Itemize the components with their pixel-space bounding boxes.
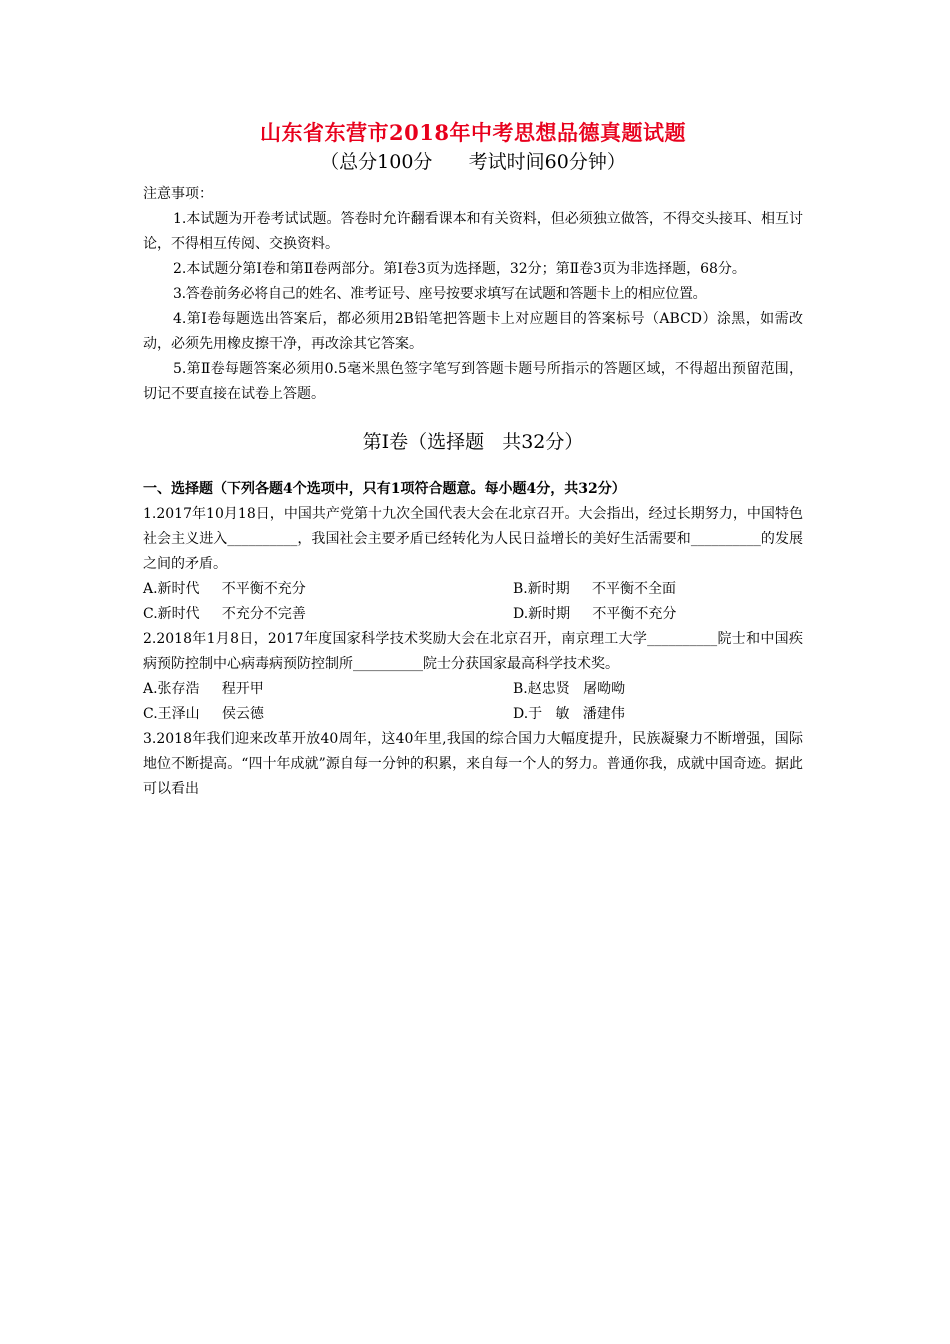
option-d: D.新时期 不平衡不充分 — [513, 606, 677, 622]
options-group — [143, 577, 803, 627]
question-2 — [143, 627, 803, 727]
note-item-4: 4.第Ⅰ卷每题选出答案后，都必须用2B铅笔把答题卡上对应题目的答案标号（ABCD）涂黑，如需改动，必须先用橡皮擦干净，再改涂其它答案。 — [143, 311, 803, 352]
option-d: D.于 敏 潘建伟 — [513, 706, 625, 722]
question-text: 3.2018年我们迎来改革开放40周年，这40年里,我国的综合国力大幅度提升，民族凝聚力不断增强，国际地位不断提高。“四十年成就”源自每一分钟的积累，来自每一个人的努力。普通你我，成就中国奇迹。据此可以看出 — [143, 731, 803, 797]
note-item-1: 1.本试题为开卷考试试题。答卷时允许翻看课本和有关资料，但必须独立做答，不得交头接耳、相互讨论，不得相互传阅、交换资料。 — [143, 211, 803, 252]
option-b: B.赵忠贤 屠呦呦 — [513, 681, 626, 697]
question-text: 2.2018年1月8日，2017年度国家科学技术奖励大会在北京召开，南京理工大学__________院士和中国疾病预防控制中心病毒病预防控制所__________院士分获国家最高科学技术奖。 — [143, 631, 803, 672]
question-1 — [143, 502, 803, 627]
note-item-3: 3.答卷前务必将自己的姓名、准考证号、座号按要求填写在试题和答题卡上的相应位置。 — [173, 286, 707, 302]
exam-subtitle: （总分100分 考试时间60分钟） — [320, 151, 626, 173]
document-body — [143, 118, 803, 802]
option-b: B.新时期 不平衡不全面 — [513, 581, 676, 597]
options-group — [143, 677, 803, 727]
note-item-2: 2.本试题分第Ⅰ卷和第Ⅱ卷两部分。第Ⅰ卷3页为选择题，32分；第Ⅱ卷3页为非选择题，68分。 — [173, 261, 746, 277]
option-c: C.王泽山 侯云德 — [143, 706, 264, 722]
question-3 — [143, 727, 803, 802]
notes-heading: 注意事项： — [143, 186, 213, 202]
note-item-5: 5.第Ⅱ卷每题答案必须用0.5毫米黑色签字笔写到答题卡题号所指示的答题区域，不得超出预留范围，切记不要直接在试卷上答题。 — [143, 361, 803, 402]
option-a: A.张存浩 程开甲 — [143, 681, 264, 697]
question-text: 1.2017年10月18日，中国共产党第十九次全国代表大会在北京召开。大会指出，经过长期努力，中国特色社会主义进入__________，我国社会主要矛盾已经转化为人民日益增长的美好生活需要和__________的发展之间的矛盾。 — [143, 506, 803, 572]
part-heading: 一、选择题（下列各题4个选项中，只有1项符合题意。每小题4分，共32分） — [143, 481, 626, 497]
option-c: C.新时代 不充分不完善 — [143, 606, 306, 622]
section-title: 第Ⅰ卷（选择题 共32分） — [362, 431, 584, 453]
option-a: A.新时代 不平衡不充分 — [143, 581, 306, 597]
exam-title: 山东省东营市2018年中考思想品德真题试题 — [260, 120, 686, 145]
